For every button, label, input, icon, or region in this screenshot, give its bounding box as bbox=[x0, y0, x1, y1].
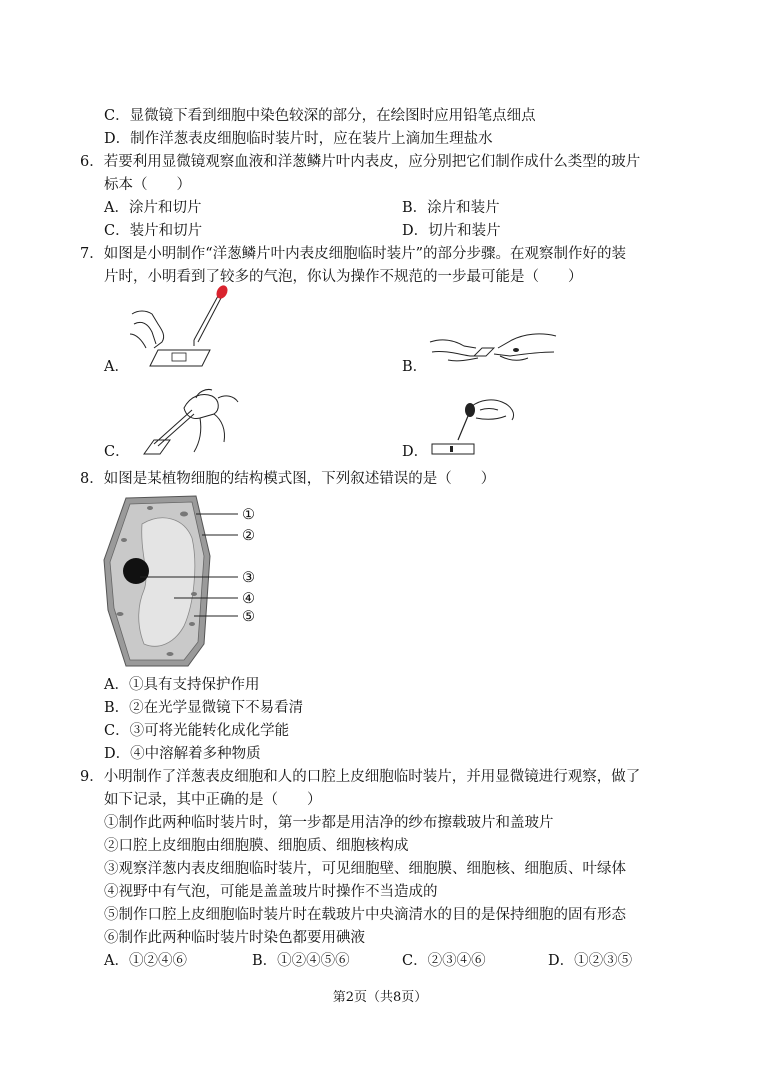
q6-option-c[interactable]: C．装片和切片 bbox=[104, 223, 203, 239]
q7-stem-cont: 片时，小明看到了较多的气泡，你认为操作不规范的一步最可能是（ ） bbox=[104, 269, 583, 285]
q9-statement-1: ①制作此两种临时装片时，第一步都是用洁净的纱布擦载玻片和盖玻片 bbox=[104, 815, 554, 831]
q9-statement-3: ③观察洋葱内表皮细胞临时装片，可见细胞壁、细胞膜、细胞核、细胞质、叶绿体 bbox=[104, 861, 626, 877]
marker-cytoplasm: ⑤ bbox=[242, 609, 255, 625]
q7-stem: 7．如图是小明制作“洋葱鳞片叶内表皮细胞临时装片”的部分步骤。在观察制作好的装 bbox=[80, 246, 627, 262]
q6-option-d[interactable]: D．切片和装片 bbox=[402, 223, 501, 239]
marker-cell-membrane: ② bbox=[242, 528, 255, 544]
q9-statement-4: ④视野中有气泡，可能是盖盖玻片时操作不当造成的 bbox=[104, 884, 438, 900]
q5-option-c[interactable]: C．显微镜下看到细胞中染色较深的部分，在绘图时应用铅笔点细点 bbox=[104, 108, 536, 124]
marker-cell-wall: ① bbox=[242, 507, 255, 523]
marker-vacuole: ④ bbox=[242, 591, 255, 607]
q9-stem-cont: 如下记录，其中正确的是（ ） bbox=[104, 792, 322, 808]
hands-holding-slide-illustration bbox=[428, 326, 558, 370]
q9-option-a[interactable]: A．①②④⑥ bbox=[104, 953, 187, 969]
q9-option-b[interactable]: B．①②④⑤⑥ bbox=[252, 953, 350, 969]
q7-option-a-label[interactable]: A． bbox=[104, 359, 129, 375]
q9-option-c[interactable]: C．②③④⑥ bbox=[402, 953, 486, 969]
tweezers-coverslip-illustration bbox=[140, 384, 240, 460]
q8-option-b[interactable]: B．②在光学显微镜下不易看清 bbox=[104, 700, 304, 716]
q9-statement-2: ②口腔上皮细胞由细胞膜、细胞质、细胞核构成 bbox=[104, 838, 409, 854]
q9-statement-6: ⑥制作此两种临时装片时染色都要用碘液 bbox=[104, 930, 365, 946]
q8-option-d[interactable]: D．④中溶解着多种物质 bbox=[104, 746, 261, 762]
dropper-on-slide-illustration bbox=[128, 284, 238, 374]
q7-option-d-label[interactable]: D． bbox=[402, 444, 429, 460]
q8-stem: 8．如图是某植物细胞的结构模式图，下列叙述错误的是（ ） bbox=[80, 471, 496, 487]
q7-option-b-label[interactable]: B． bbox=[402, 359, 428, 375]
page-footer: 第2页（共8页） bbox=[332, 990, 428, 1005]
q5-option-d[interactable]: D．制作洋葱表皮细胞临时装片时，应在装片上滴加生理盐水 bbox=[104, 131, 493, 147]
q9-statement-5: ⑤制作口腔上皮细胞临时装片时在载玻片中央滴清水的目的是保持细胞的固有形态 bbox=[104, 907, 626, 923]
q7-option-c-label[interactable]: C． bbox=[104, 444, 130, 460]
dropper-over-slide-illustration bbox=[428, 396, 518, 458]
q9-stem: 9．小明制作了洋葱表皮细胞和人的口腔上皮细胞临时装片，并用显微镜进行观察，做了 bbox=[80, 769, 641, 785]
q8-option-c[interactable]: C．③可将光能转化成化学能 bbox=[104, 723, 290, 739]
marker-nucleus: ③ bbox=[242, 570, 255, 586]
q6-option-b[interactable]: B．涂片和装片 bbox=[402, 200, 500, 216]
q9-option-d[interactable]: D．①②③⑤ bbox=[548, 953, 633, 969]
q8-option-a[interactable]: A．①具有支持保护作用 bbox=[104, 677, 260, 693]
q6-option-a[interactable]: A．涂片和切片 bbox=[104, 200, 202, 216]
q6-stem-cont: 标本（ ） bbox=[104, 177, 191, 193]
q6-stem: 6．若要利用显微镜观察血液和洋葱鳞片叶内表皮，应分别把它们制作成什么类型的玻片 bbox=[80, 154, 641, 170]
